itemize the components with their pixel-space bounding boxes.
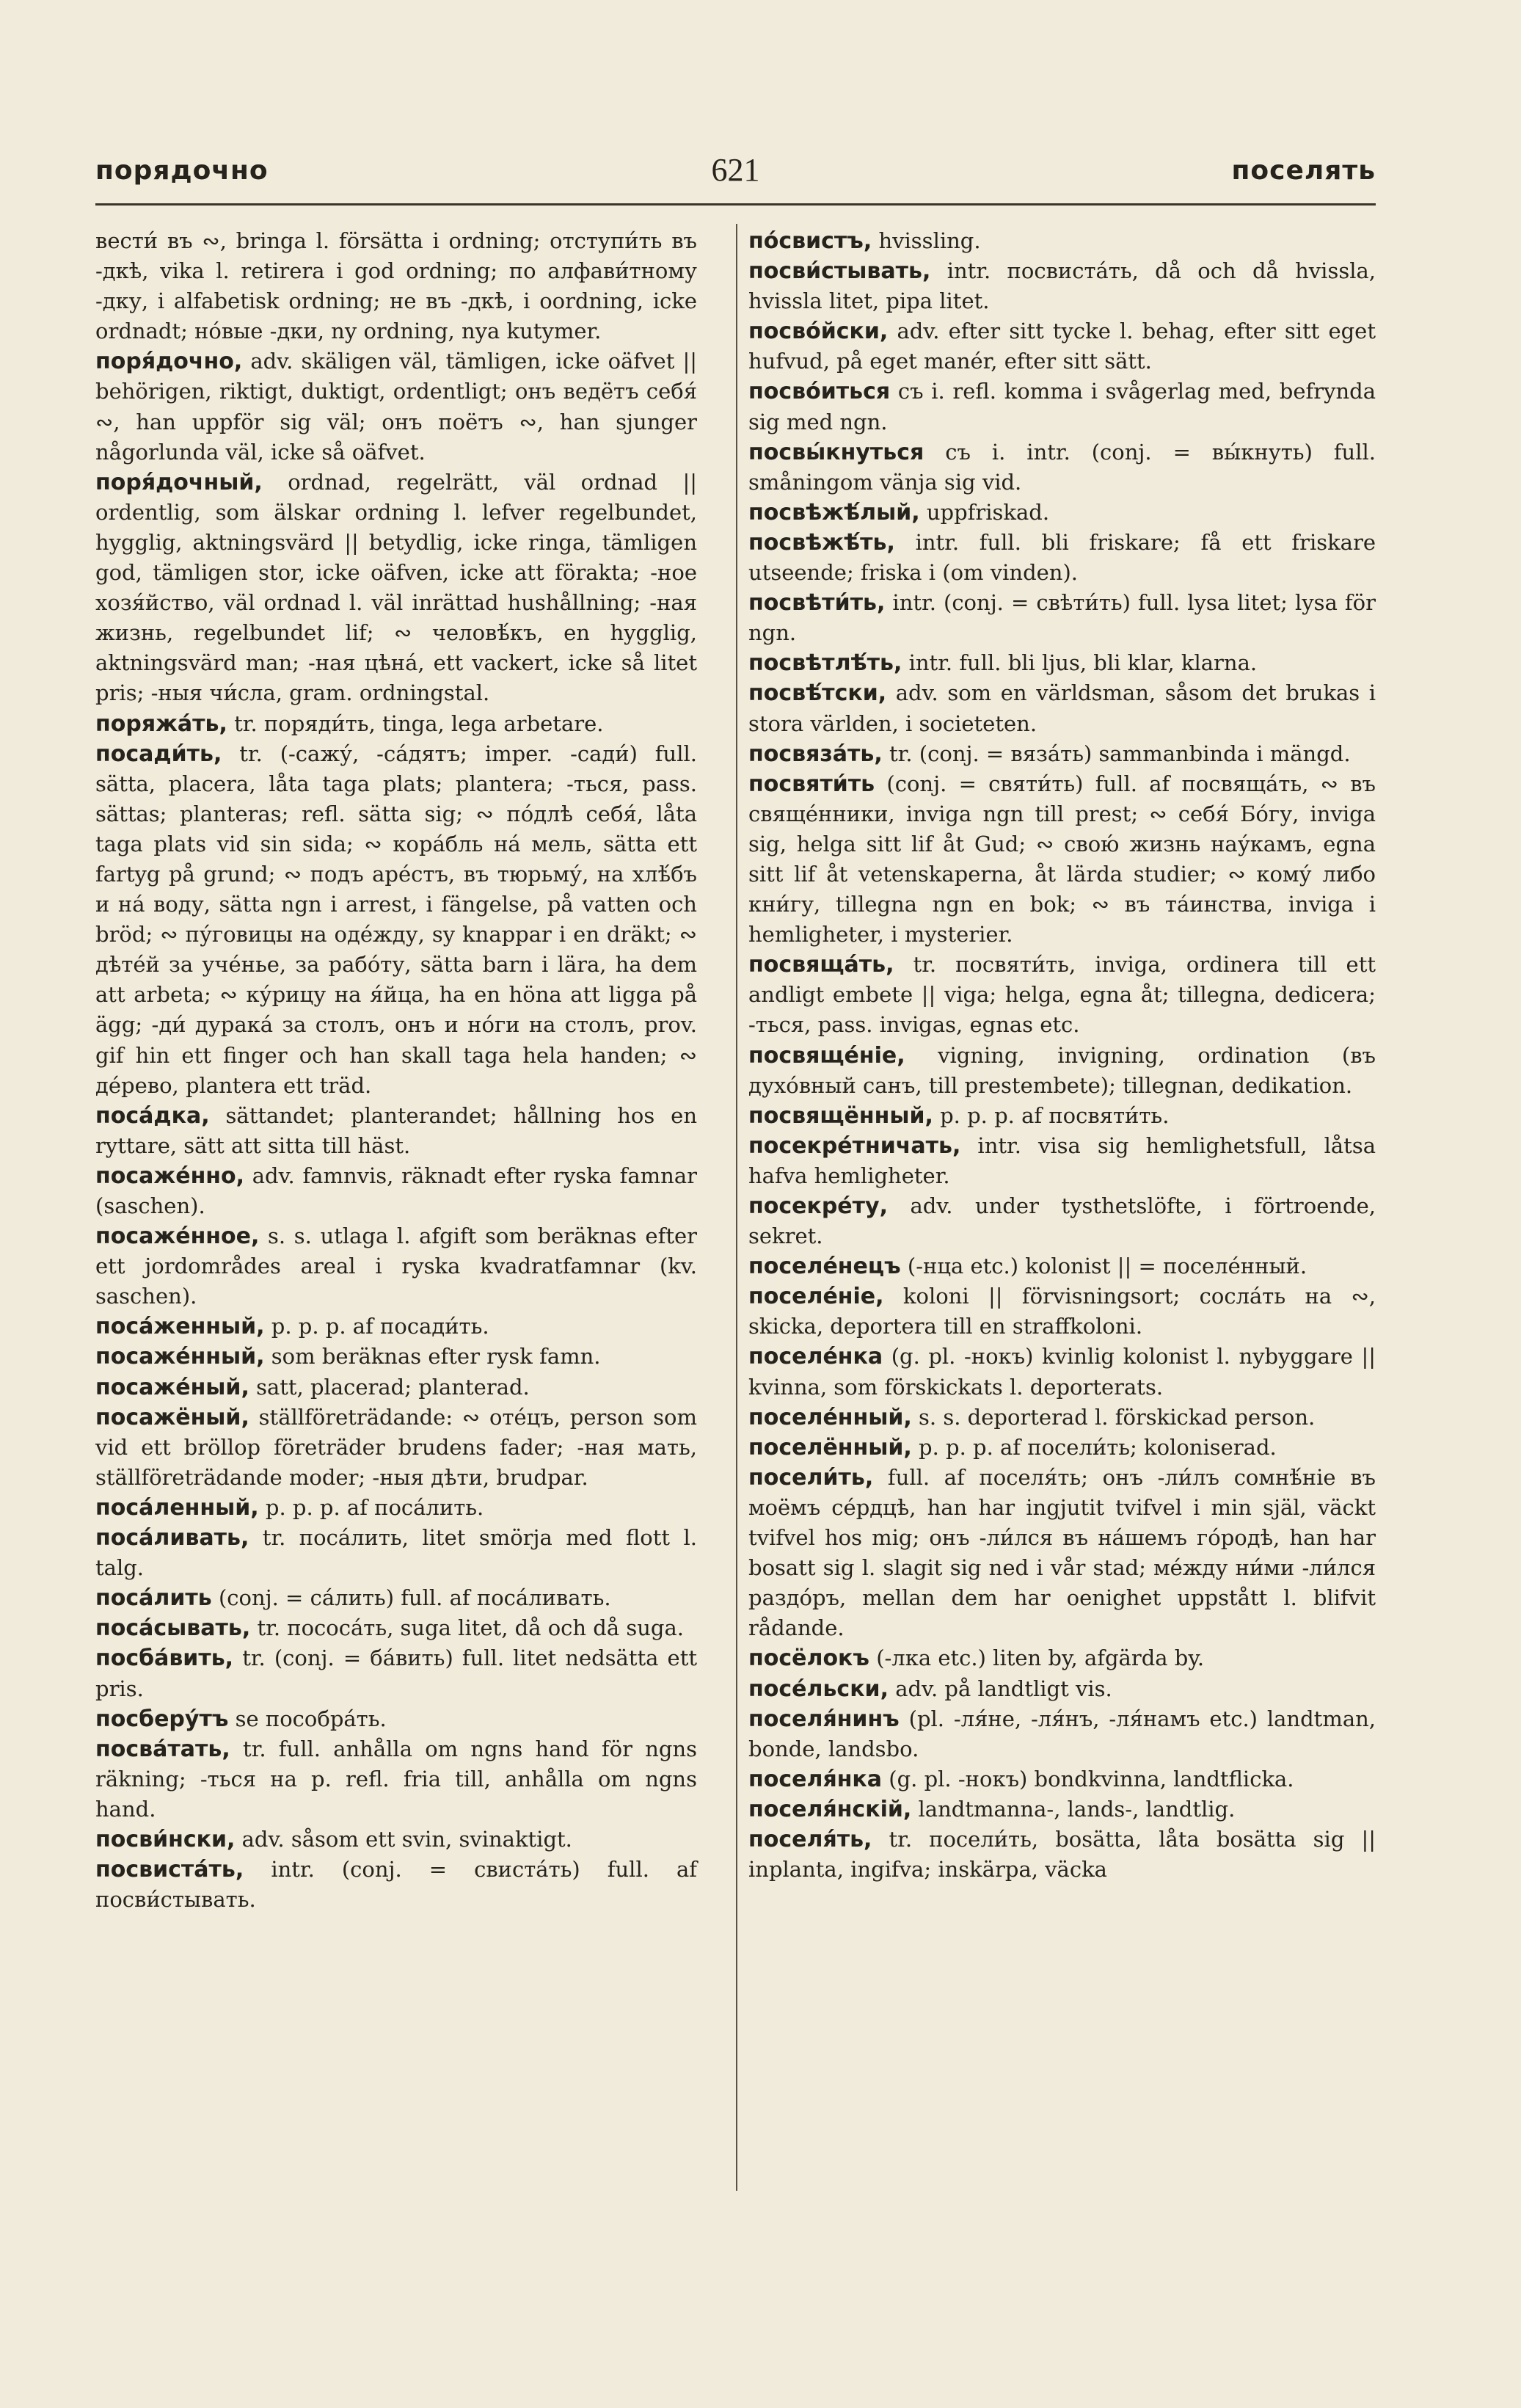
dictionary-entry <box>748 1403 1376 1433</box>
header-rule <box>95 203 1376 205</box>
headword: посвѣтлѣ́ть, <box>748 650 902 677</box>
entry-definition: satt, placerad; planterad. <box>256 1374 530 1400</box>
dictionary-entry <box>748 648 1376 678</box>
dictionary-entry <box>748 1825 1376 1885</box>
entry-definition: s. s. deporterad l. förskickad person. <box>919 1404 1316 1430</box>
entry-definition: se пособра́ть. <box>235 1706 387 1731</box>
headword: посекре́ту, <box>748 1193 888 1219</box>
entry-definition: adv. på landtligt vis. <box>895 1676 1112 1701</box>
headword: посвяти́ть <box>748 771 875 797</box>
dictionary-entry <box>748 1674 1376 1704</box>
entry-definition: tr. (-сажу́, -са́дятъ; imper. -сади́) full. sätta, placera, låta taga plats; plantera; -ться, pass. sättas; planteras; refl. sätta sig; ∾ по́длѣ себя́, låta taga plats vid sin sida; ∾ кора́бль на́ мель, sätta ett fartyg på grund; ∾ подъ аре́стъ, въ тюрьму́, на хлѣ́бъ и на́ воду, sätta ngn i arrest, i fängelse, på vatten och bröd; ∾ пу́говицы на оде́жду, sy knappar i en dräkt; ∾ дѣте́й за уче́нье, за рабо́ту, sätta barn i lära, ha dem att arbeta; ∾ ку́рицу на я́йца, ha en höna att ligga på ägg; -ди́ дурака́ за столъ, онъ и но́ги на столъ, prov. gif hin ett finger och han skall taga hela handen; ∾ де́рево, plantera ett träd. <box>95 741 697 1098</box>
dictionary-entry <box>95 739 697 1101</box>
headword: посаже́нный, <box>95 1344 265 1370</box>
dictionary-entry <box>748 1041 1376 1101</box>
headword: посва́тать, <box>95 1736 230 1762</box>
entry-definition: intr. full. bli ljus, bli klar, klarna. <box>908 650 1258 676</box>
headword: посёлокъ <box>748 1645 869 1672</box>
dictionary-entry <box>95 1403 697 1493</box>
headword: посвѣжѣ́лый, <box>748 499 920 525</box>
headword: посвы́кнуться <box>748 439 924 465</box>
entry-definition: tr. (conj. = ба́вить) full. litet nedsätta ett pris. <box>95 1645 698 1701</box>
dictionary-entry <box>95 1613 697 1643</box>
headword: по́свистъ, <box>748 228 872 254</box>
headword: посвиста́ть, <box>95 1857 244 1883</box>
headword: посекре́тничать, <box>748 1132 961 1159</box>
entry-definition: (conj. = са́лить) full. af поса́ливать. <box>218 1585 611 1611</box>
entry-definition: koloni || förvisningsort; сосла́ть на ∾, skicka, deportera till en straffkoloni. <box>748 1284 1376 1339</box>
entry-definition: intr. visa sig hemlighetsfull, låtsa hafva hemligheter. <box>748 1132 1376 1188</box>
dictionary-entry <box>748 739 1376 769</box>
entry-definition: som beräknas efter rysk famn. <box>271 1344 601 1369</box>
dictionary-entry <box>748 377 1376 437</box>
entry-definition: съ i. refl. komma i svågerlag med, befrynda sig med ngn. <box>748 379 1376 434</box>
headword: поса́ленный, <box>95 1494 259 1521</box>
headword: посба́вить, <box>95 1645 234 1672</box>
entry-definition: ordnad, regelrätt, väl ordnad || ordentlig, som älskar ordning l. lefver regelbundet, hygglig, aktningsvärd || betydlig, icke ringa, tämligen god, tämligen stor, icke oäfven, icke att förakta; -ное хозя́йство, väl ordnad l. väl inrättad hushållning; -ная жизнь, regelbundet lif; ∾ человѣ́къ, en hygglig, aktningsvärd man; -ная цѣна́, ett vackert, icke så litet pris; -ныя чи́сла, gram. ordningstal. <box>95 469 697 706</box>
headword: поса́дка, <box>95 1102 210 1129</box>
headword: посво́иться <box>748 379 891 405</box>
dictionary-entry <box>95 1493 697 1523</box>
dictionary-entry <box>748 498 1376 528</box>
entry-definition: adv. såsom ett svin, svinaktigt. <box>241 1826 572 1852</box>
headword: поселе́ніе, <box>748 1284 884 1310</box>
headword: посвяще́ніе, <box>748 1042 905 1069</box>
headword: поря́дочный, <box>95 469 263 495</box>
entry-definition: hvissling. <box>878 228 981 253</box>
headword: поселя́нскій, <box>748 1796 912 1822</box>
dictionary-entry <box>748 1131 1376 1191</box>
headword: посаже́нное, <box>95 1223 260 1250</box>
headword: поса́женный, <box>95 1314 265 1340</box>
dictionary-entry <box>95 1523 697 1583</box>
headword: посвящённый, <box>748 1102 933 1129</box>
headword: посади́ть, <box>95 741 222 767</box>
entry-definition: adv. famnvis, räknadt efter ryska famnar (saschen). <box>95 1163 698 1218</box>
dictionary-entry <box>748 1101 1376 1131</box>
headword: посвѣжѣ́ть, <box>748 529 895 556</box>
headword: поселя́нка <box>748 1766 883 1792</box>
dictionary-entry <box>748 1764 1376 1794</box>
entry-definition: p. p. p. af поса́лить. <box>265 1494 484 1520</box>
dictionary-entry <box>748 588 1376 648</box>
dictionary-entry <box>748 1794 1376 1825</box>
headword: посвяза́ть, <box>748 741 883 767</box>
entry-definition: (pl. -ля́не, -ля́нъ, -ля́намъ etc.) landtman, bonde, landsbo. <box>748 1706 1376 1761</box>
headword: посви́стывать, <box>748 258 931 285</box>
dictionary-entry <box>95 468 697 709</box>
entry-definition: tr. (conj. = вяза́ть) sammanbinda i mängd. <box>889 741 1351 766</box>
dictionary-entry <box>95 1643 697 1703</box>
dictionary-entry <box>95 1855 697 1915</box>
entry-definition: tr. посвяти́ть, inviga, ordinera till ett andligt embete || viga; helga, egna åt; tillegna, dedicera; -ться, pass. invigas, egnas etc. <box>748 952 1376 1038</box>
dictionary-entry <box>95 1704 697 1734</box>
entry-definition: intr. full. bli friskare; få ett friskare utseende; friska i (om vinden). <box>748 529 1376 586</box>
entry-definition: intr. (conj. = свиста́ть) full. af посви́стывать. <box>95 1857 697 1913</box>
headword: поселе́нецъ <box>748 1254 901 1280</box>
dictionary-entry <box>748 678 1376 738</box>
dictionary-entry <box>95 1583 697 1613</box>
dictionary-entry <box>748 226 1376 256</box>
dictionary-entry <box>95 709 697 739</box>
entry-definition: landtmanna-, lands-, landtlig. <box>918 1796 1236 1822</box>
headword: посвѣти́ть, <box>748 590 886 616</box>
dictionary-entry <box>748 1342 1376 1402</box>
entry-definition: tr. поряди́ть, tinga, lega arbetare. <box>234 710 604 736</box>
dictionary-entry <box>95 1734 697 1825</box>
dictionary-entry <box>748 256 1376 316</box>
headword: поряжа́ть, <box>95 710 227 737</box>
dictionary-entry <box>748 769 1376 950</box>
dictionary-entry <box>748 1463 1376 1644</box>
headword: поселе́нный, <box>748 1404 912 1430</box>
dictionary-entry <box>748 1281 1376 1342</box>
dictionary-entry <box>748 1433 1376 1463</box>
dictionary-entry <box>748 1643 1376 1673</box>
dictionary-entry <box>748 1251 1376 1281</box>
dictionary-entry <box>748 528 1376 588</box>
entry-definition: full. af поселя́ть; онъ -ли́лъ сомнѣ́ніе въ моёмъ се́рдцѣ, han har ingjutit tvifvel i min själ, väckt tvifvel hos mig; онъ -ли́лся въ на́шемъ го́родѣ, han har bosatt sig l. slagit sig ned i vår stad; ме́жду ни́ми -ли́лся раздо́ръ, mellan dem har oenighet uppstått l. blifvit rådande. <box>748 1464 1376 1641</box>
dictionary-entry <box>95 346 697 467</box>
entry-definition: adv. under tysthetslöfte, i förtroende, sekret. <box>748 1193 1376 1249</box>
entry-definition: (-нца etc.) kolonist || = поселе́нный. <box>907 1254 1307 1279</box>
headword: поса́ливать, <box>95 1525 249 1552</box>
entry-definition: tr. поса́лить, litet smörja med flott l. talg. <box>95 1525 698 1581</box>
entry-definition: (-лка etc.) liten by, afgärda by. <box>876 1645 1205 1671</box>
entry-definition: adv. efter sitt tycke l. behag, efter sitt eget hufvud, på eget manér, efter sitt sätt. <box>748 319 1376 374</box>
dictionary-entry <box>95 1312 697 1342</box>
headword: поселя́ть, <box>748 1826 872 1852</box>
entry-definition: (g. pl. -нокъ) bondkvinna, landtflicka. <box>889 1766 1294 1792</box>
entry-definition: intr. (conj. = свѣти́ть) full. lysa litet; lysa för ngn. <box>748 590 1376 646</box>
left-column <box>95 226 697 1915</box>
dictionary-entry <box>95 1372 697 1403</box>
entry-definition: adv. som en världsman, såsom det brukas i stora världen, i societeten. <box>748 680 1376 736</box>
dictionary-entry <box>748 316 1376 377</box>
left-guide-word: порядочно <box>95 156 269 186</box>
dictionary-entry <box>95 226 697 346</box>
headword: посажёный, <box>95 1404 249 1430</box>
dictionary-entry <box>95 1825 697 1855</box>
right-guide-word: поселять <box>1231 156 1376 186</box>
dictionary-entry <box>748 437 1376 498</box>
dictionary-entry <box>95 1342 697 1372</box>
headword: посвяща́ть, <box>748 952 894 978</box>
entry-definition: tr. full. anhålla om ngns hand för ngns räkning; -ться на p. refl. fria till, anhålla om ngns hand. <box>95 1736 698 1822</box>
entry-definition: tr. пососа́ть, suga litet, då och då suga. <box>257 1615 684 1641</box>
entry-definition: съ i. intr. (conj. = вы́кнуть) full. småningom vänja sig vid. <box>748 439 1376 495</box>
headword: посвѣ́тски, <box>748 680 887 707</box>
headword: посво́йски, <box>748 319 889 345</box>
entry-definition: tr. посели́ть, bosätta, låta bosätta sig || inplanta, ingifva; inskärpa, väcka <box>748 1826 1376 1883</box>
dictionary-entry <box>748 1704 1376 1764</box>
headword: поря́дочно, <box>95 349 243 375</box>
headword: поселя́нинъ <box>748 1706 900 1732</box>
column-divider <box>736 224 737 2191</box>
dictionary-entry <box>95 1161 697 1221</box>
entry-definition: vigning, invigning, ordination (въ духо́вный санъ, till prestembete); tillegnan, dedikation. <box>748 1042 1376 1098</box>
entry-definition: intr. посвиста́ть, då och då hvissla, hvissla litet, pipa litet. <box>748 258 1376 314</box>
headword: посаже́ный, <box>95 1374 249 1400</box>
right-column <box>748 226 1376 1885</box>
entry-definition: sättandet; planterandet; hållning hos en ryttare, sätt att sitta till häst. <box>95 1102 698 1158</box>
dictionary-entry <box>95 1221 697 1312</box>
headword: поса́лить <box>95 1585 212 1612</box>
page-number: 621 <box>711 152 760 188</box>
headword: поселённый, <box>748 1434 912 1461</box>
headword: поселе́нка <box>748 1344 883 1370</box>
entry-definition: uppfriskad. <box>926 499 1050 525</box>
entry-definition: ställföreträdande: ∾ оте́цъ, person som vid ett bröllop företräder brudens fader; -ная мать, ställföreträdande moder; -ныя дѣти, brudpar. <box>95 1404 698 1490</box>
entry-definition: вести́ въ ∾, bringa l. försätta i ordning; отступи́ть въ -дкѣ, vika l. retirera i god ordning; по алфави́тному -дку, i alfabetisk ordning; не въ -дкѣ, i oordning, icke ordnadt; но́вые -дки, ny ordning, nya kutymer. <box>95 228 697 344</box>
headword: посберу́тъ <box>95 1706 229 1732</box>
dictionary-entry <box>95 1101 697 1161</box>
entry-definition: p. p. p. af посвяти́ть. <box>940 1102 1170 1128</box>
running-header <box>95 147 1376 198</box>
entry-definition: adv. skäligen väl, tämligen, icke oäfvet || behörigen, riktigt, duktigt, ordentligt; онъ ведётъ себя́ ∾, han uppför sig väl; онъ поётъ ∾, han sjunger någorlunda väl, icke så oäfvet. <box>95 349 698 465</box>
headword: посели́ть, <box>748 1464 874 1491</box>
headword: поса́сывать, <box>95 1615 251 1642</box>
entry-definition: (g. pl. -нокъ) kvinlig kolonist l. nybyggare || kvinna, som förskickats l. deporterats. <box>748 1344 1376 1400</box>
entry-definition: p. p. p. af посели́ть; koloniserad. <box>919 1434 1277 1460</box>
headword: посви́нски, <box>95 1826 236 1852</box>
headword: посаже́нно, <box>95 1163 245 1189</box>
dictionary-entry <box>748 1191 1376 1251</box>
entry-definition: (conj. = святи́ть) full. af посвяща́ть, ∾ въ свяще́нники, inviga ngn till prest; ∾ себя́ Бо́гу, inviga sig, helga sitt lif åt Gud; ∾ свою́ жизнь нау́камъ, egna sitt lif åt vetenskaperna, åt lärda studier; ∾ кому́ либо кни́гу, tillegna ngn en bok; ∾ въ та́инства, inviga i hemligheter, i mysterier. <box>748 771 1376 947</box>
entry-definition: p. p. p. af посади́ть. <box>271 1314 489 1339</box>
entry-definition: s. s. utlaga l. afgift som beräknas efter ett jordområdes areal i ryska kvadratfamnar (kv. saschen). <box>95 1223 698 1309</box>
dictionary-entry <box>748 950 1376 1040</box>
headword: посе́льски, <box>748 1676 889 1702</box>
